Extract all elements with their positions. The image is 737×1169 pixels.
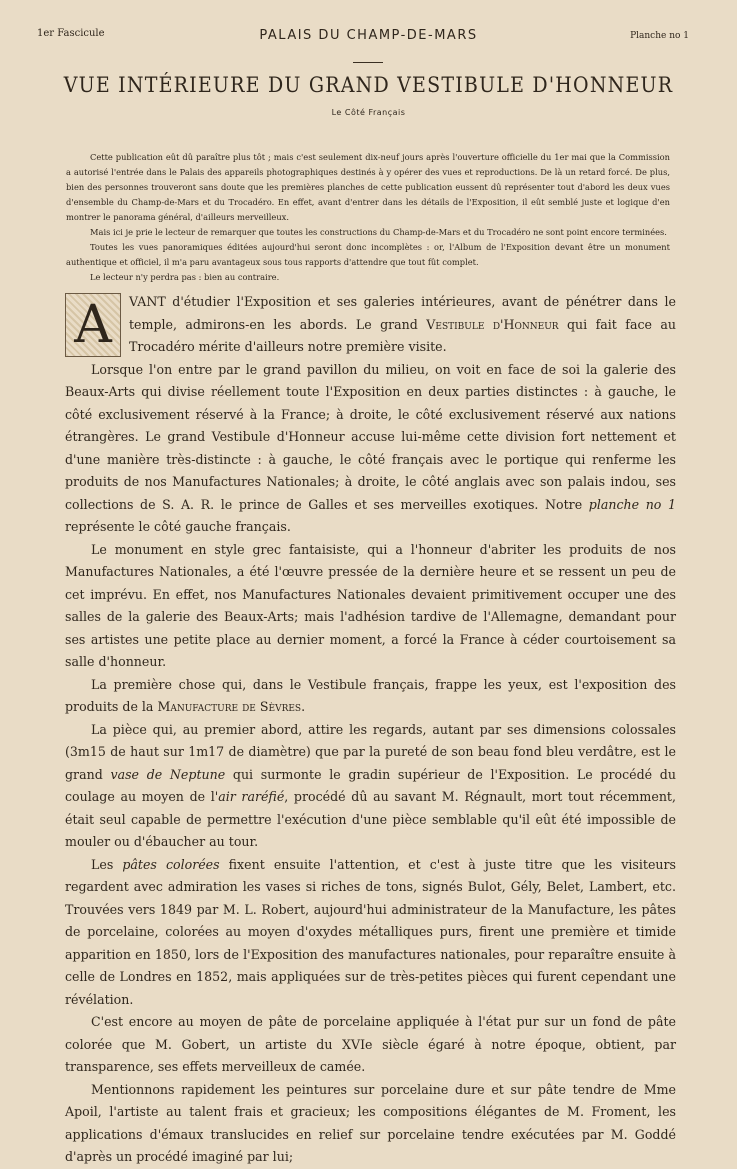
- text-run: Manufacture de Sèvres: [157, 699, 302, 714]
- text-run: La pièce qui, au premier abord, attire les regards, autant par ses dimensions colossales (3m15 de haut sur 1m17 de diamètre) que par la pureté de son beau fond bleu verdâtre, est le grand: [65, 721, 676, 782]
- article-body: [65, 291, 676, 1169]
- text-run: Lorsque l'on entre par le grand pavillon du milieu, on voit en face de soi la galerie des Beaux-Arts qui divise réellement toute l'Exposition en deux parties distinctes : à gauche, le côté exclusivement réservé à la France; à droite, le côté exclusivement réservé aux nations étrangères. Le grand Vestibule d'Honneur accuse lui-même cette division fort nettement et d'une manière très-distincte : à gauche, le côté français avec le portique qui renferme les produits de nos Manufactures Nationales; à droite, le côté anglais avec son palais indou, ses collections de S. A. R. le prince de Galles et ses merveilles exotiques. Notre: [65, 361, 676, 512]
- text-run: représente le côté gauche français.: [65, 519, 291, 534]
- preface-notice: [66, 150, 670, 285]
- page-subtitle: Le Côté Français: [331, 108, 406, 117]
- preface-paragraph: Toutes les vues panoramiques éditées aujourd'hui seront donc incomplètes : or, l'Album de l'Exposition devant être un monument authentique et officiel, il m'a paru avantageux sous tous rapports d'attendre que tout fût complet.: [66, 242, 670, 267]
- title-rule: [353, 62, 383, 63]
- text-run: , procédé dû au savant M. Régnault, mort tout récemment, était seul capable de permettre l'exécution d'une pièce semblable qu'il eût été impossible de mouler ou d'ébaucher au tour.: [65, 789, 676, 849]
- body-paragraph: [65, 854, 676, 1012]
- text-run: Vestibule d'Honneur: [426, 316, 559, 332]
- text-run: La première chose qui, dans le Vestibule français, frappe les yeux, est l'exposition des produits de la: [65, 676, 676, 714]
- text-run: planche no 1: [588, 496, 677, 512]
- ornamental-dropcap: A: [65, 293, 121, 357]
- text-run: vase de Neptune: [110, 766, 226, 782]
- body-paragraph: C'est encore au moyen de pâte de porcelaine appliquée à l'état pur sur un fond de pâte colorée que M. Gobert, un artiste du XVIe siècle égaré à notre époque, obtient, par transparence, ses effets merveilleux de camée.: [65, 1014, 676, 1074]
- preface-paragraph: Cette publication eût dû paraître plus tôt ; mais c'est seulement dix-neuf jours après l'ouverture officielle du 1er mai que la Commission a autorisé l'entrée dans le Palais des appareils photographiques destinés à y opérer des vues et reproductions. De là un retard forcé. De plus, bien des personnes trouveront sans doute que les premières planches de cette publication eussent dû représenter tout d'abord les deux vues d'ensemble du Champ-de-Mars et du Trocadéro. En effet, avant d'entrer dans les détails de l'Exposition, il eût semblé juste et logique d'en montrer le panorama général, d'ailleurs merveilleux.: [66, 152, 670, 222]
- body-paragraph: [65, 359, 676, 539]
- text-run: VANT d'étudier l'Exposition et ses galeries intérieures, avant de pénétrer dans le temple, admirons-en les abords. Le grand: [129, 294, 676, 332]
- text-run: pâtes colorées: [122, 856, 220, 872]
- preface-paragraph: Mais ici je prie le lecteur de remarquer que toutes les constructions du Champ-de-Mars et du Trocadéro ne sont point encore terminées.: [90, 227, 667, 237]
- text-run: Les: [91, 856, 123, 872]
- text-run: qui fait face au Trocadéro mérite d'ailleurs notre première visite.: [129, 316, 676, 354]
- body-paragraph: Le monument en style grec fantaisiste, qui a l'honneur d'abriter les produits de nos Manufactures Nationales, a été l'œuvre pressée de la dernière heure et se ressent un peu de cet imprévu. En effet, nos Manufactures Nationales devaient primitivement occuper une des salles de la galerie des Beaux-Arts; mais l'adhésion tardive de l'Allemagne, demandant pour ses artistes une petite place au dernier moment, a forcé la France à céder courtoisement sa salle d'honneur.: [65, 541, 676, 669]
- body-paragraph: [65, 291, 676, 359]
- text-run: fixent ensuite l'attention, et c'est à juste titre que les visiteurs regardent avec admiration les vases si riches de tons, signés Bulot, Gély, Belet, Lambert, etc. Trouvées vers 1849 par M. L. Robert, aujourd'hui administrateur de la Manufacture, les pâtes de porcelaine, colorées au moyen d'oxydes métalliques purs, firent une première et timide apparition en 1850, lors de l'Exposition des manufactures nationales, pour reparaître ensuite à celle de Londres en 1852, mais appliquées sur de très-petites pièces qui furent cependant une révélation.: [65, 856, 676, 1007]
- plate-number: Planche no 1: [630, 31, 689, 41]
- preface-paragraph: Le lecteur n'y perdra pas : bien au contraire.: [90, 272, 280, 282]
- fascicule-label: 1er Fascicule: [37, 28, 105, 39]
- body-paragraph: [65, 719, 676, 854]
- body-paragraph: Mentionnons rapidement les peintures sur porcelaine dure et sur pâte tendre de Mme Apoil, l'artiste au talent frais et gracieux; les compositions élégantes de M. Froment, les applications d'émaux translucides en relief sur porcelaine tendre exécutées par M. Goddé d'après un procédé imaginé par lui;: [65, 1081, 676, 1164]
- body-paragraph: [65, 674, 676, 719]
- running-header: PALAIS DU CHAMP-DE-MARS: [259, 28, 478, 43]
- text-run: .: [301, 699, 306, 714]
- page-title: VUE INTÉRIEURE DU GRAND VESTIBULE D'HONNEUR: [63, 72, 674, 98]
- text-run: air raréfié: [218, 789, 285, 804]
- text-run: qui surmonte le gradin supérieur de l'Exposition. Le procédé du coulage au moyen de l': [65, 766, 676, 804]
